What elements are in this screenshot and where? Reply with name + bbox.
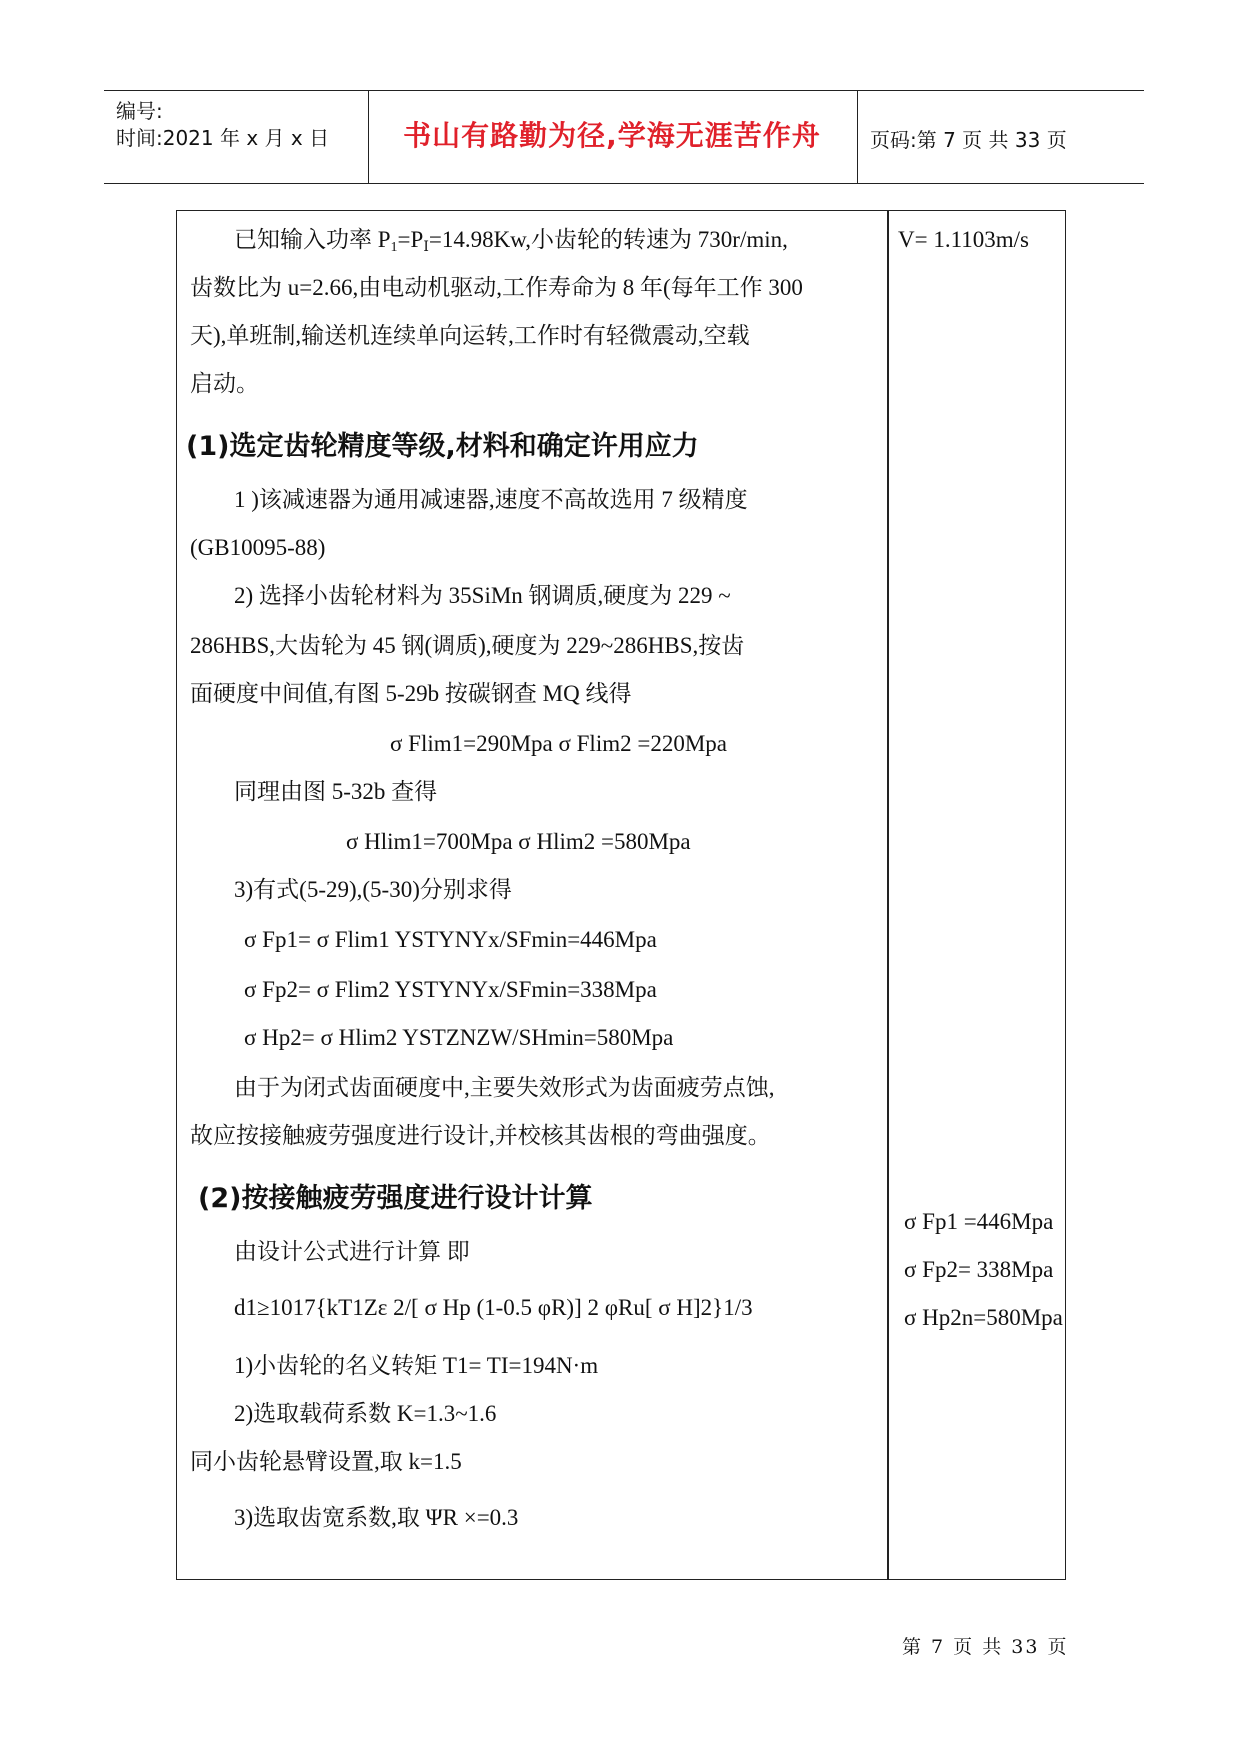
header-divider-left bbox=[368, 90, 369, 183]
header-motto: 书山有路勤为径,学海无涯苦作舟 bbox=[403, 119, 821, 152]
design-formula: d1≥1017{kT1Zε 2/[ σ Hp (1-0.5 φR)] 2 φRu[ σ H]2}1/3 bbox=[234, 1295, 753, 1320]
header-bottom-rule bbox=[104, 183, 1144, 184]
para-2-line-1: 2) 选择小齿轮材料为 35SiMn 钢调质,硬度为 229 ~ bbox=[234, 583, 731, 608]
table-column-divider bbox=[887, 210, 889, 1580]
header-page-label: 页码:第 7 页 共 33 页 bbox=[870, 128, 1067, 152]
footer-page-number: 第 7 页 共 33 页 bbox=[902, 1636, 1069, 1658]
para-4: 3)有式(5-29),(5-30)分别求得 bbox=[234, 877, 512, 902]
header-divider-right bbox=[857, 90, 858, 183]
para-10: 3)选取齿宽系数,取 ΨR ×=0.3 bbox=[234, 1505, 519, 1530]
para-5-line-1: 由于为闭式齿面硬度中,主要失效形式为齿面疲劳点蚀, bbox=[234, 1075, 775, 1100]
sigma-flim-line: σ Flim1=290Mpa σ Flim2 =220Mpa bbox=[390, 731, 727, 756]
side-fp2: σ Fp2= 338Mpa bbox=[904, 1257, 1054, 1282]
intro-line-4: 启动。 bbox=[190, 371, 259, 396]
para-6: 由设计公式进行计算 即 bbox=[234, 1239, 470, 1264]
side-velocity: V= 1.1103m/s bbox=[898, 227, 1029, 252]
side-hp2n: σ Hp2n=580Mpa bbox=[904, 1305, 1063, 1330]
para-3: 同理由图 5-32b 查得 bbox=[234, 779, 438, 804]
intro-line-1: 已知输入功率 $P_1=P_Ⅰ=14.98Kw$,小齿轮的转速为 730r/min, bbox=[234, 227, 788, 255]
para-5-line-2: 故应按接触疲劳强度进行设计,并校核其齿根的弯曲强度。 bbox=[190, 1123, 771, 1148]
formula-fp2: σ Fp2= σ Flim2 YSTYNYx/SFmin=338Mpa bbox=[244, 977, 657, 1002]
para-7: 1)小齿轮的名义转矩 T1= TI=194N·m bbox=[234, 1353, 599, 1378]
section-heading-1: (1)选定齿轮精度等级,材料和确定许用应力 bbox=[186, 431, 699, 462]
doc-time-label: 时间:2021 年 x 月 x 日 bbox=[116, 126, 330, 150]
formula-hp2: σ Hp2= σ Hlim2 YSTZNZW/SHmin=580Mpa bbox=[244, 1025, 674, 1050]
para-9: 同小齿轮悬臂设置,取 k=1.5 bbox=[190, 1449, 462, 1474]
doc-number-label: 编号: bbox=[116, 99, 163, 123]
intro-line-3: 天),单班制,输送机连续单向运转,工作时有轻微震动,空载 bbox=[190, 323, 750, 348]
para-1-line-2: (GB10095-88) bbox=[190, 535, 326, 560]
para-2-line-3: 面硬度中间值,有图 5-29b 按碳钢查 MQ 线得 bbox=[190, 681, 632, 706]
para-8: 2)选取载荷系数 K=1.3~1.6 bbox=[234, 1401, 497, 1426]
section-heading-2: (2)按接触疲劳强度进行设计计算 bbox=[198, 1183, 593, 1214]
formula-fp1: σ Fp1= σ Flim1 YSTYNYx/SFmin=446Mpa bbox=[244, 927, 657, 952]
intro-line-2: 齿数比为 u=2.66,由电动机驱动,工作寿命为 8 年(每年工作 300 bbox=[190, 275, 803, 300]
para-1-line-1: 1 )该减速器为通用减速器,速度不高故选用 7 级精度 bbox=[234, 487, 748, 512]
side-fp1: σ Fp1 =446Mpa bbox=[904, 1209, 1054, 1234]
header-top-rule bbox=[104, 90, 1144, 91]
sigma-hlim-line: σ Hlim1=700Mpa σ Hlim2 =580Mpa bbox=[346, 829, 691, 854]
para-2-line-2: 286HBS,大齿轮为 45 钢(调质),硬度为 229~286HBS,按齿 bbox=[190, 633, 745, 658]
